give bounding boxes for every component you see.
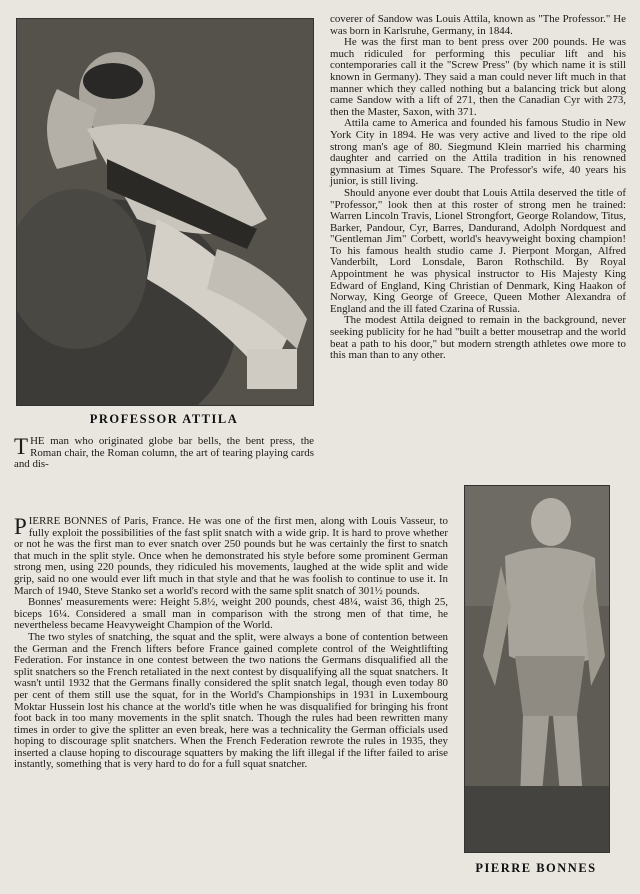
- bonnes-intro: IERRE BONNES of Paris, France. He was one of the first men, along with Louis Vasseur, to fully exploit the possibilities of the fast split snatch with a wide grip. It is hard to prove whether or not he was the first man to ever snatch over 250 pounds but he was certainly the first to snatch that much in the split style. Once when he demonstrated his style before some prominent German strong men, using 220 pounds, they ridiculed his movements, laughed at the wide split and wide grip, said no one would ever lift much in that style and that he was foolish to continue to use it. In March of 1940, Steve Stanko set a world's record with the same split snatch of 301½ pounds.: [14, 515, 448, 597]
- bonnes-figure-illustration: [465, 486, 609, 852]
- attila-paragraph-2: He was the first man to bent press over 200 pounds. He was much ridiculed for performing this peculiar lift and his contemporaries call it the "Screw Press" (by which name it is still known in Germany). They said a man could never lift much in that manner which they called nothing but a balancing trick but along came Sandow with a lift of 271, then the Canadian Cyr with 273, then the Master, Saxon, with 371.: [330, 36, 626, 118]
- caption-pierre-bonnes: PIERRE BONNES: [475, 861, 597, 875]
- bonnes-paragraph-2: Bonnes' measurements were: Height 5.8½, weight 200 pounds, chest 48¼, waist 36, thigh 25, biceps 16¼. Considered a small man in comparison with the strong men of that time, he nevertheless became Heavyweight Champion of the World.: [14, 596, 448, 632]
- caption-professor-attila: PROFESSOR ATTILA: [89, 412, 239, 426]
- photo-professor-attila: [16, 18, 314, 406]
- attila-intro: HE man who originated globe bar bells, the bent press, the Roman chair, the Roman column, the art of tearing playing cards and dis-: [14, 435, 314, 471]
- attila-paragraph-3: Attila came to America and founded his famous Studio in New York City in 1894. He was very active and lived to the ripe old strong man's age of 80. Siegmund Klein married his charming daughter and carried on the Attila tradition in his renowned gymnasium at Times Square. The Professor's wife, 40 years his junior, is still living.: [330, 117, 626, 188]
- dropcap-t: T: [14, 434, 29, 459]
- attila-paragraph-5: The modest Attila deigned to remain in the background, never seeking publicity for he had "built a better mousetrap and the world beat a path to his door," but modern strength athletes owe more to this man than to any other.: [330, 314, 626, 362]
- bonnes-column-text: [14, 516, 448, 771]
- attila-paragraph-1: coverer of Sandow was Louis Attila, known as "The Professor." He was born in Karlsruhe, Germany, in 1844.: [330, 13, 626, 37]
- attila-intro-text: [14, 436, 314, 471]
- photo-pierre-bonnes: [464, 485, 610, 853]
- attila-column-text: [330, 14, 626, 362]
- attila-figure-illustration: [17, 19, 313, 405]
- bonnes-paragraph-3: The two styles of snatching, the squat and the split, were always a bone of contention between the German and the French lifters before France gained complete control of the Weightlifting Federation. For instance in one contest between the two nations the Germans disqualified all the split snatchers so the French retaliated in the next contest by disqualifying all the squat snatchers. It wasn't until 1932 that the Germans finally considered the split snatch legal, though even today 80 per cent of them still use the squat, for in the World's Championships in 1931 in Luxembourg Moktar Hussein lost his chance at the world's title when he was disqualified for bringing his front foot back in too many movements in the split snatch. Though the rules had been rewritten many times in order to give the splitter an even break, here was a technicality the German officials used hoping to discourage split snatchers. When the French Federation rewrote the rules in 1935, they inserted a clause hoping to discourage squatters by making the lift illegal if the lifter failed to arise instantly, something that is very hard to do for a full squat snatcher.: [14, 630, 448, 771]
- attila-paragraph-4: Should anyone ever doubt that Louis Attila deserved the title of "Professor," look then at this roster of strong men he trained: Warren Lincoln Travis, Lionel Strongfort, George Rolandow, Titus, Barker, Pandour, Cyr, Barres, Dandurand, Adolph Nordquest and "Gentleman Jim" Corbett, world's heavyweight boxing champion! To his famous health studio came J. Pierpont Morgan, Alfred Vanderbilt, Lord Lonsdale, Baron Rothschild. By Royal Appointment he was physical instructor to His Majesty King Edward of England, King Christian of Denmark, King Haakon of Norway, King George of Greece, Queen Mother Alexandra of England and the ill fated Czarina of Russia.: [330, 186, 626, 315]
- dropcap-p: P: [14, 514, 27, 539]
